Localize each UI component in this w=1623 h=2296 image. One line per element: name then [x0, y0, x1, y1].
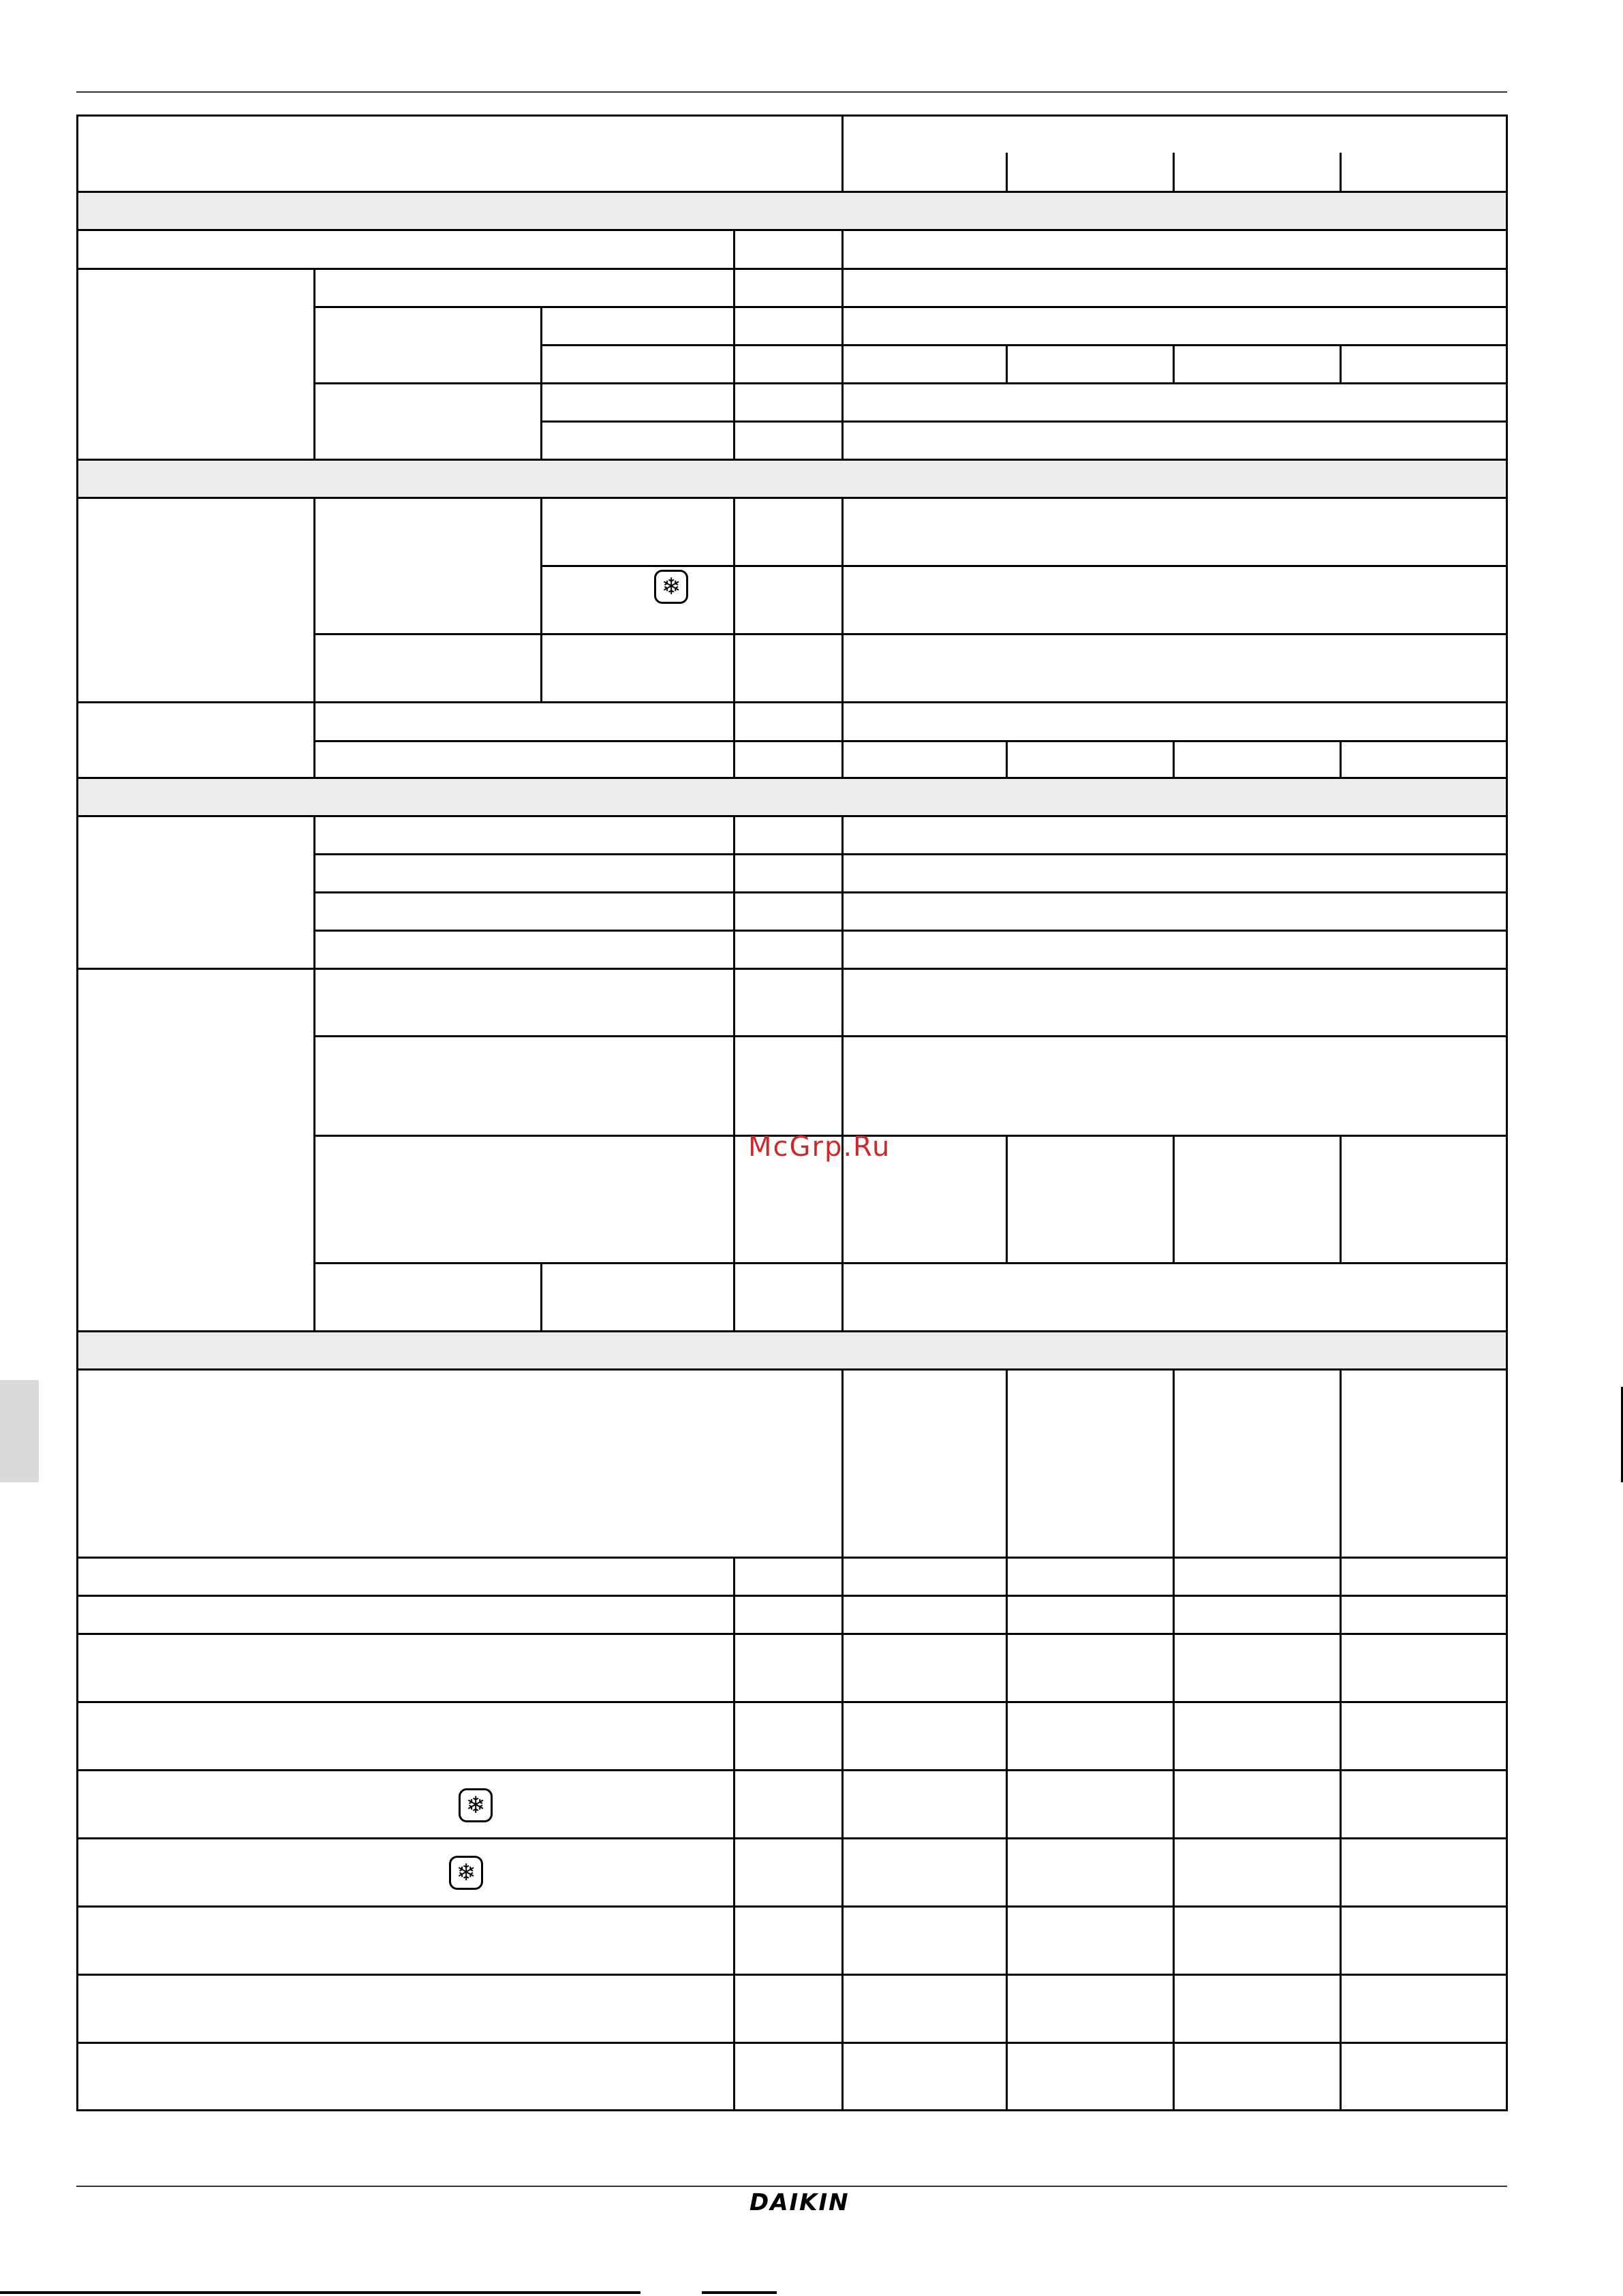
col-rule	[733, 230, 735, 268]
col-rule	[1173, 344, 1175, 382]
col-rule	[540, 497, 542, 701]
row-rule	[76, 191, 1508, 193]
col-rule	[540, 306, 542, 459]
col-rule	[841, 230, 844, 268]
bottom-edge-mark	[702, 2291, 777, 2294]
col-rule	[313, 815, 315, 1330]
row-rule	[76, 1905, 1508, 1908]
daikin-logo: DAIKIN	[749, 2189, 850, 2216]
row-rule	[313, 633, 1508, 635]
col-rule	[540, 1262, 542, 1330]
row-rule	[540, 565, 1508, 567]
col-rule	[733, 268, 735, 459]
row-rule	[76, 968, 1508, 970]
col-rule	[1006, 1135, 1008, 1262]
col-rule	[1173, 1135, 1175, 1262]
row-rule	[76, 1974, 1508, 1976]
col-rule	[841, 1368, 844, 1557]
row-rule	[313, 930, 1508, 932]
watermark-text: McGrp.Ru	[748, 1131, 891, 1163]
table-frame	[76, 114, 1508, 2111]
col-rule	[841, 815, 844, 1330]
row-rule	[313, 1035, 1508, 1037]
row-rule	[76, 701, 1508, 703]
row-rule	[76, 1557, 1508, 1559]
col-rule	[313, 268, 315, 459]
col-rule	[1006, 344, 1008, 382]
row-rule	[76, 1769, 1508, 1771]
col-rule	[841, 1557, 844, 2111]
row-rule	[76, 459, 1508, 461]
row-rule	[76, 1837, 1508, 1839]
col-rule	[1006, 153, 1008, 192]
col-rule	[1173, 1368, 1175, 2111]
page-bottom-rule	[76, 2186, 1507, 2187]
row-rule	[76, 815, 1508, 817]
col-rule	[1340, 344, 1342, 382]
col-rule	[733, 497, 735, 777]
col-rule	[1340, 153, 1342, 192]
col-rule	[313, 497, 315, 777]
row-rule	[76, 1701, 1508, 1703]
row-rule	[76, 777, 1508, 779]
col-rule	[1340, 740, 1342, 777]
col-rule	[841, 114, 844, 192]
row-rule	[76, 497, 1508, 499]
snowflake-icon: ❄	[459, 1788, 493, 1822]
row-rule	[313, 740, 1508, 742]
snowflake-icon: ❄	[449, 1856, 483, 1890]
row-rule	[76, 268, 1508, 270]
row-rule	[76, 1595, 1508, 1597]
col-rule	[1340, 1368, 1342, 2111]
col-rule	[733, 815, 735, 1330]
snowflake-icon: ❄	[654, 570, 688, 604]
col-rule	[1173, 740, 1175, 777]
row-rule	[76, 2042, 1508, 2044]
page-top-rule	[76, 91, 1507, 93]
col-rule	[733, 1557, 735, 2111]
bottom-edge-mark	[0, 2291, 640, 2294]
row-rule	[313, 891, 1508, 893]
col-rule	[1173, 153, 1175, 192]
page-side-tab	[0, 1380, 39, 1482]
row-rule	[313, 382, 1508, 384]
col-rule	[841, 497, 844, 777]
row-rule	[540, 420, 1508, 423]
row-rule	[76, 1368, 1508, 1371]
col-rule	[841, 268, 844, 459]
col-rule	[1006, 1368, 1008, 2111]
row-rule	[76, 229, 1508, 231]
row-rule	[313, 1135, 1508, 1137]
row-rule	[540, 344, 1508, 346]
row-rule	[76, 1633, 1508, 1635]
row-rule	[313, 853, 1508, 855]
row-rule	[313, 306, 1508, 308]
row-rule	[313, 1262, 1508, 1264]
col-rule	[1006, 740, 1008, 777]
row-rule	[76, 1330, 1508, 1332]
col-rule	[1340, 1135, 1342, 1262]
